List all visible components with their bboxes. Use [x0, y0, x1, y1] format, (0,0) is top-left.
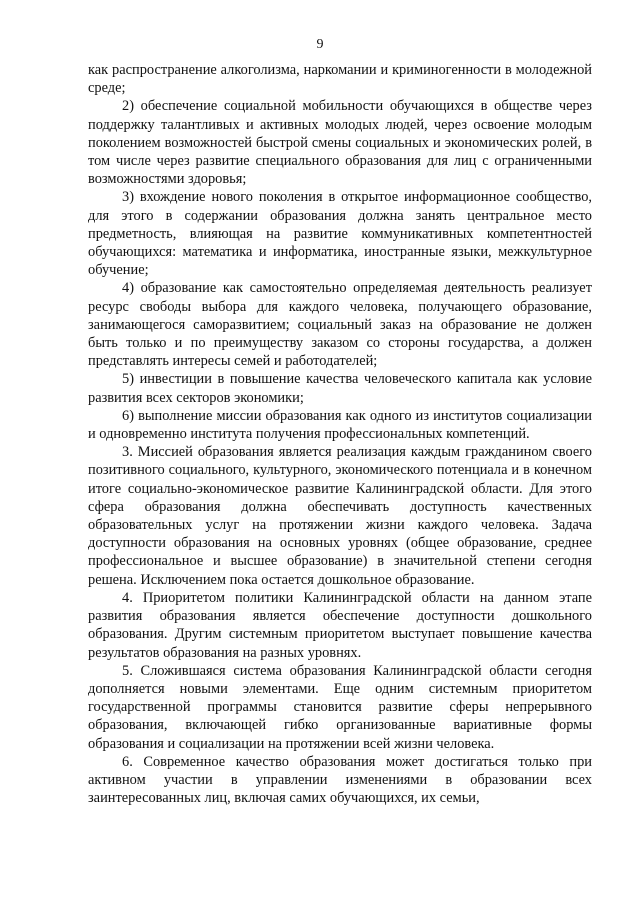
paragraph-section-6: 6. Современное качество образования может достигаться только при активном участии в управлении изменениями в образовании всех заинтересованных лиц, включая самих обучающихся, их семьи, — [88, 753, 592, 807]
paragraph-section-3: 3. Миссией образования является реализация каждым гражданином своего позитивного социального, культурного, экономического потенциала и в конечном итоге социально-экономическое развитие Калининградской области. Для этого сфера образования должна обеспечивать доступность качественных образовательных услуг на протяжении жизни каждого человека. Задача доступности образования на основных уровнях (общее образование, среднее профессиональное и высшее образование) в значительной степени сегодня решена. Исключением пока остается дошкольное образование. — [88, 444, 592, 588]
body-text — [88, 61, 592, 807]
page-number: 9 — [316, 37, 324, 52]
paragraph-item-4: 4) образование как самостоятельно определяемая деятельность реализует ресурс свободы выбора для каждого человека, получающего образование, занимающегося саморазвитием; социальный заказ на образование не должен быть только и по преимуществу заказом со стороны государства, а должен представлять интересы семей и работодателей; — [88, 280, 592, 370]
paragraph-item-6: 6) выполнение миссии образования как одного из институтов социализации и одновременно института получения профессиональных компетенций. — [88, 407, 592, 443]
paragraph-item-3: 3) вхождение нового поколения в открытое информационное сообщество, для этого в содержании образования должна занять центральное место предметность, влияющая на развитие коммуникативных компетентностей обучающихся: математика и информатика, иностранные языки, межкультурное обучение; — [88, 189, 592, 279]
paragraph-section-4: 4. Приоритетом политики Калининградской области на данном этапе развития образования является обеспечение доступности дошкольного образования. Другим системным приоритетом выступает повышение качества результатов образования на разных уровнях. — [88, 589, 592, 661]
paragraph-item-2: 2) обеспечение социальной мобильности обучающихся в обществе через поддержку талантливых и активных молодых людей, через освоение молодым поколением возможностей быстрой смены социальных и экономических ролей, в том числе через развитие специального образования для лиц с ограниченными возможностями здоровья; — [88, 98, 592, 188]
paragraph-section-5: 5. Сложившаяся система образования Калининградской области сегодня дополняется новыми элементами. Еще одним системным приоритетом государственной программы становится развитие сферы непрерывного образования, включающей гибко организованные вариативные формы образования и социализации на протяжении всей жизни человека. — [88, 662, 592, 752]
paragraph-continuation: как распространение алкоголизма, наркомании и криминогенности в молодежной среде; — [88, 62, 592, 97]
paragraph-item-5: 5) инвестиции в повышение качества человеческого капитала как условие развития всех секторов экономики; — [88, 371, 592, 406]
